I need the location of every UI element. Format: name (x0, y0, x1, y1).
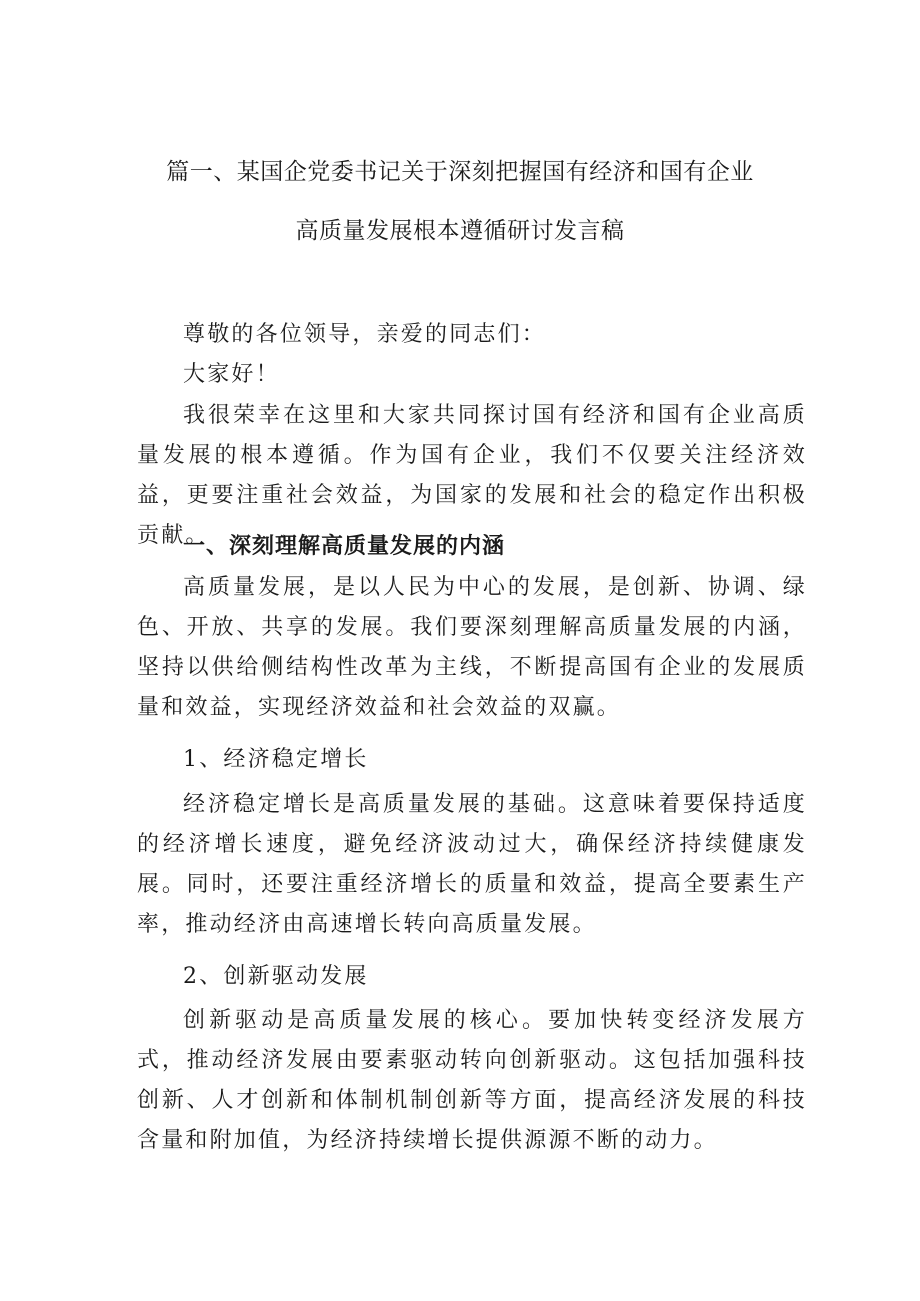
section-1-heading: 一、深刻理解高质量发展的内涵 (183, 534, 506, 559)
document-title-line-1: 篇一、某国企党委书记关于深刻把握国有经济和国有企业 (166, 159, 754, 185)
intro-paragraph: 我很荣幸在这里和大家共同探讨国有经济和国有企业高质量发展的根本遵循。作为国有企业，我们不仅要关注经济效益，更要注重社会效益，为国家的发展和社会的稳定作出积极贡献。 (137, 403, 807, 548)
subsection-2-heading: 2、创新驱动发展 (183, 964, 369, 989)
subsection-2-paragraph: 创新驱动是高质量发展的核心。要加快转变经济发展方式，推动经济发展由要素驱动转向创新驱动。这包括加强科技创新、人才创新和体制机制创新等方面，提高经济发展的科技含量和附加值，为经济持续增长提供源源不断的动力。 (137, 1008, 807, 1153)
greeting-text: 尊敬的各位领导，亲爱的同志们： (183, 322, 547, 347)
subsection-1-paragraph: 经济稳定增长是高质量发展的基础。这意味着要保持适度的经济增长速度，避免经济波动过大，确保经济持续健康发展。同时，还要注重经济增长的质量和效益，提高全要素生产率，推动经济由高速增长转向高质量发展。 (137, 792, 807, 937)
section-1-paragraph: 高质量发展，是以人民为中心的发展，是创新、协调、绿色、开放、共享的发展。我们要深刻理解高质量发展的内涵，坚持以供给侧结构性改革为主线，不断提高国有企业的发展质量和效益，实现经济效益和社会效益的双赢。 (137, 575, 807, 720)
document-title-line-2: 高质量发展根本遵循研讨发言稿 (295, 218, 625, 244)
hello-text: 大家好！ (183, 362, 280, 387)
subsection-1-heading: 1、经济稳定增长 (183, 747, 369, 772)
